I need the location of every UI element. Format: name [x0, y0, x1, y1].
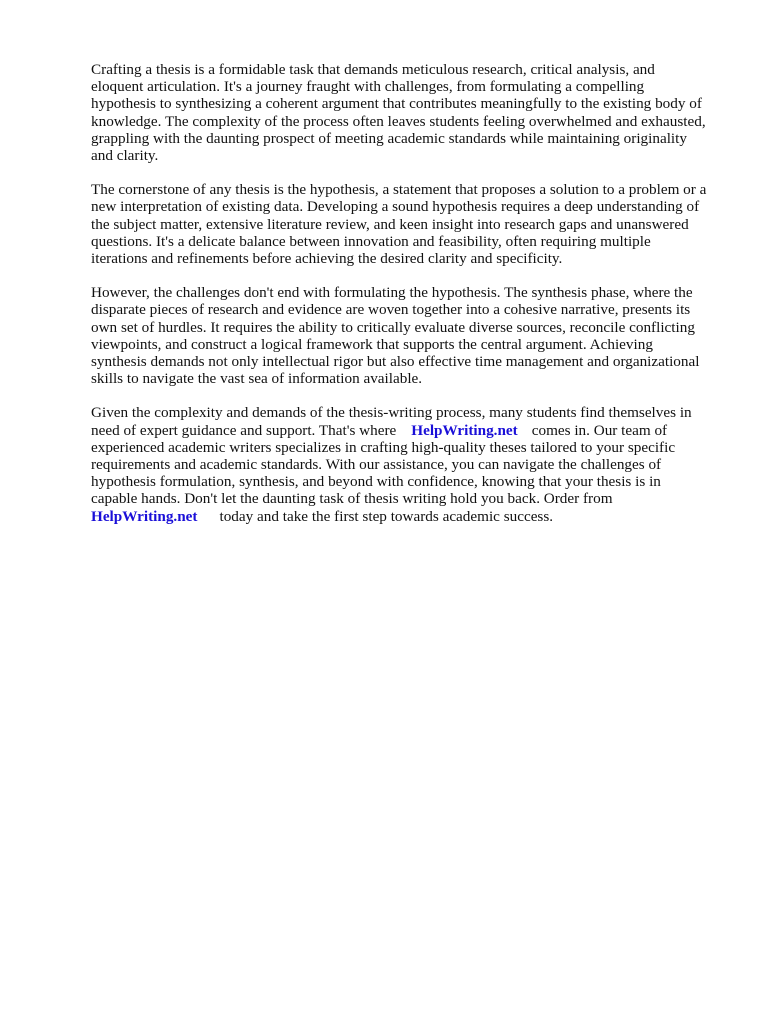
text-line: own set of hurdles. It requires the ability to critically evaluate diverse sources, reconcile conflicting	[91, 318, 695, 336]
text-line: viewpoints, and construct a logical framework that supports the central argument. Achieving	[91, 335, 653, 353]
text-line: new interpretation of existing data. Developing a sound hypothesis requires a deep understanding of	[91, 198, 700, 216]
text-line: However, the challenges don't end with formulating the hypothesis. The synthesis phase, where the	[91, 284, 693, 302]
text-line: knowledge. The complexity of the process often leaves students feeling overwhelmed and exhausted,	[91, 112, 706, 130]
paragraph-intro	[91, 61, 727, 164]
helpwriting-link[interactable]: HelpWriting.net	[411, 421, 518, 439]
text-line: capable hands. Don't let the daunting task of thesis writing hold you back. Order from	[91, 490, 613, 508]
text-line: grappling with the daunting prospect of meeting academic standards while maintaining originality	[91, 129, 687, 147]
text-line: requirements and academic standards. With our assistance, you can navigate the challenges of	[91, 456, 662, 474]
text-line: experienced academic writers specializes in crafting high-quality theses tailored to your specific	[91, 438, 676, 456]
text-segment: need of expert guidance and support. That's where	[91, 421, 397, 439]
text-line-with-link	[91, 422, 727, 439]
text-line: the subject matter, extensive literature review, and keen insight into research gaps and unanswered	[91, 215, 689, 233]
text-segment: comes in. Our team of	[531, 421, 668, 439]
text-line: and clarity.	[91, 147, 159, 165]
text-line: iterations and refinements before achieving the desired clarity and specificity.	[91, 250, 563, 268]
text-line: eloquent articulation. It's a journey fraught with challenges, from formulating a compelling	[91, 78, 645, 96]
paragraph-hypothesis	[91, 181, 727, 267]
text-line: synthesis demands not only intellectual rigor but also effective time management and organizational	[91, 353, 700, 371]
paragraph-service	[91, 404, 727, 524]
text-line: The cornerstone of any thesis is the hypothesis, a statement that proposes a solution to a problem or a	[91, 181, 707, 199]
paragraph-synthesis	[91, 284, 727, 387]
text-segment: today and take the first step towards academic success.	[219, 507, 554, 525]
text-line: skills to navigate the vast sea of information available.	[91, 370, 423, 388]
text-line-with-link	[91, 508, 727, 525]
document-body	[91, 61, 727, 542]
text-line: questions. It's a delicate balance between innovation and feasibility, often requiring multiple	[91, 232, 651, 250]
text-line: hypothesis to synthesizing a coherent argument that contributes meaningfully to the existing body of	[91, 95, 702, 113]
text-line: Crafting a thesis is a formidable task that demands meticulous research, critical analysis, and	[91, 61, 655, 78]
text-line: Given the complexity and demands of the thesis-writing process, many students find themselves in	[91, 404, 692, 422]
helpwriting-link[interactable]: HelpWriting.net	[91, 507, 198, 525]
text-line: disparate pieces of research and evidence are woven together into a cohesive narrative, presents its	[91, 301, 691, 319]
text-line: hypothesis formulation, synthesis, and beyond with confidence, knowing that your thesis is in	[91, 473, 661, 491]
